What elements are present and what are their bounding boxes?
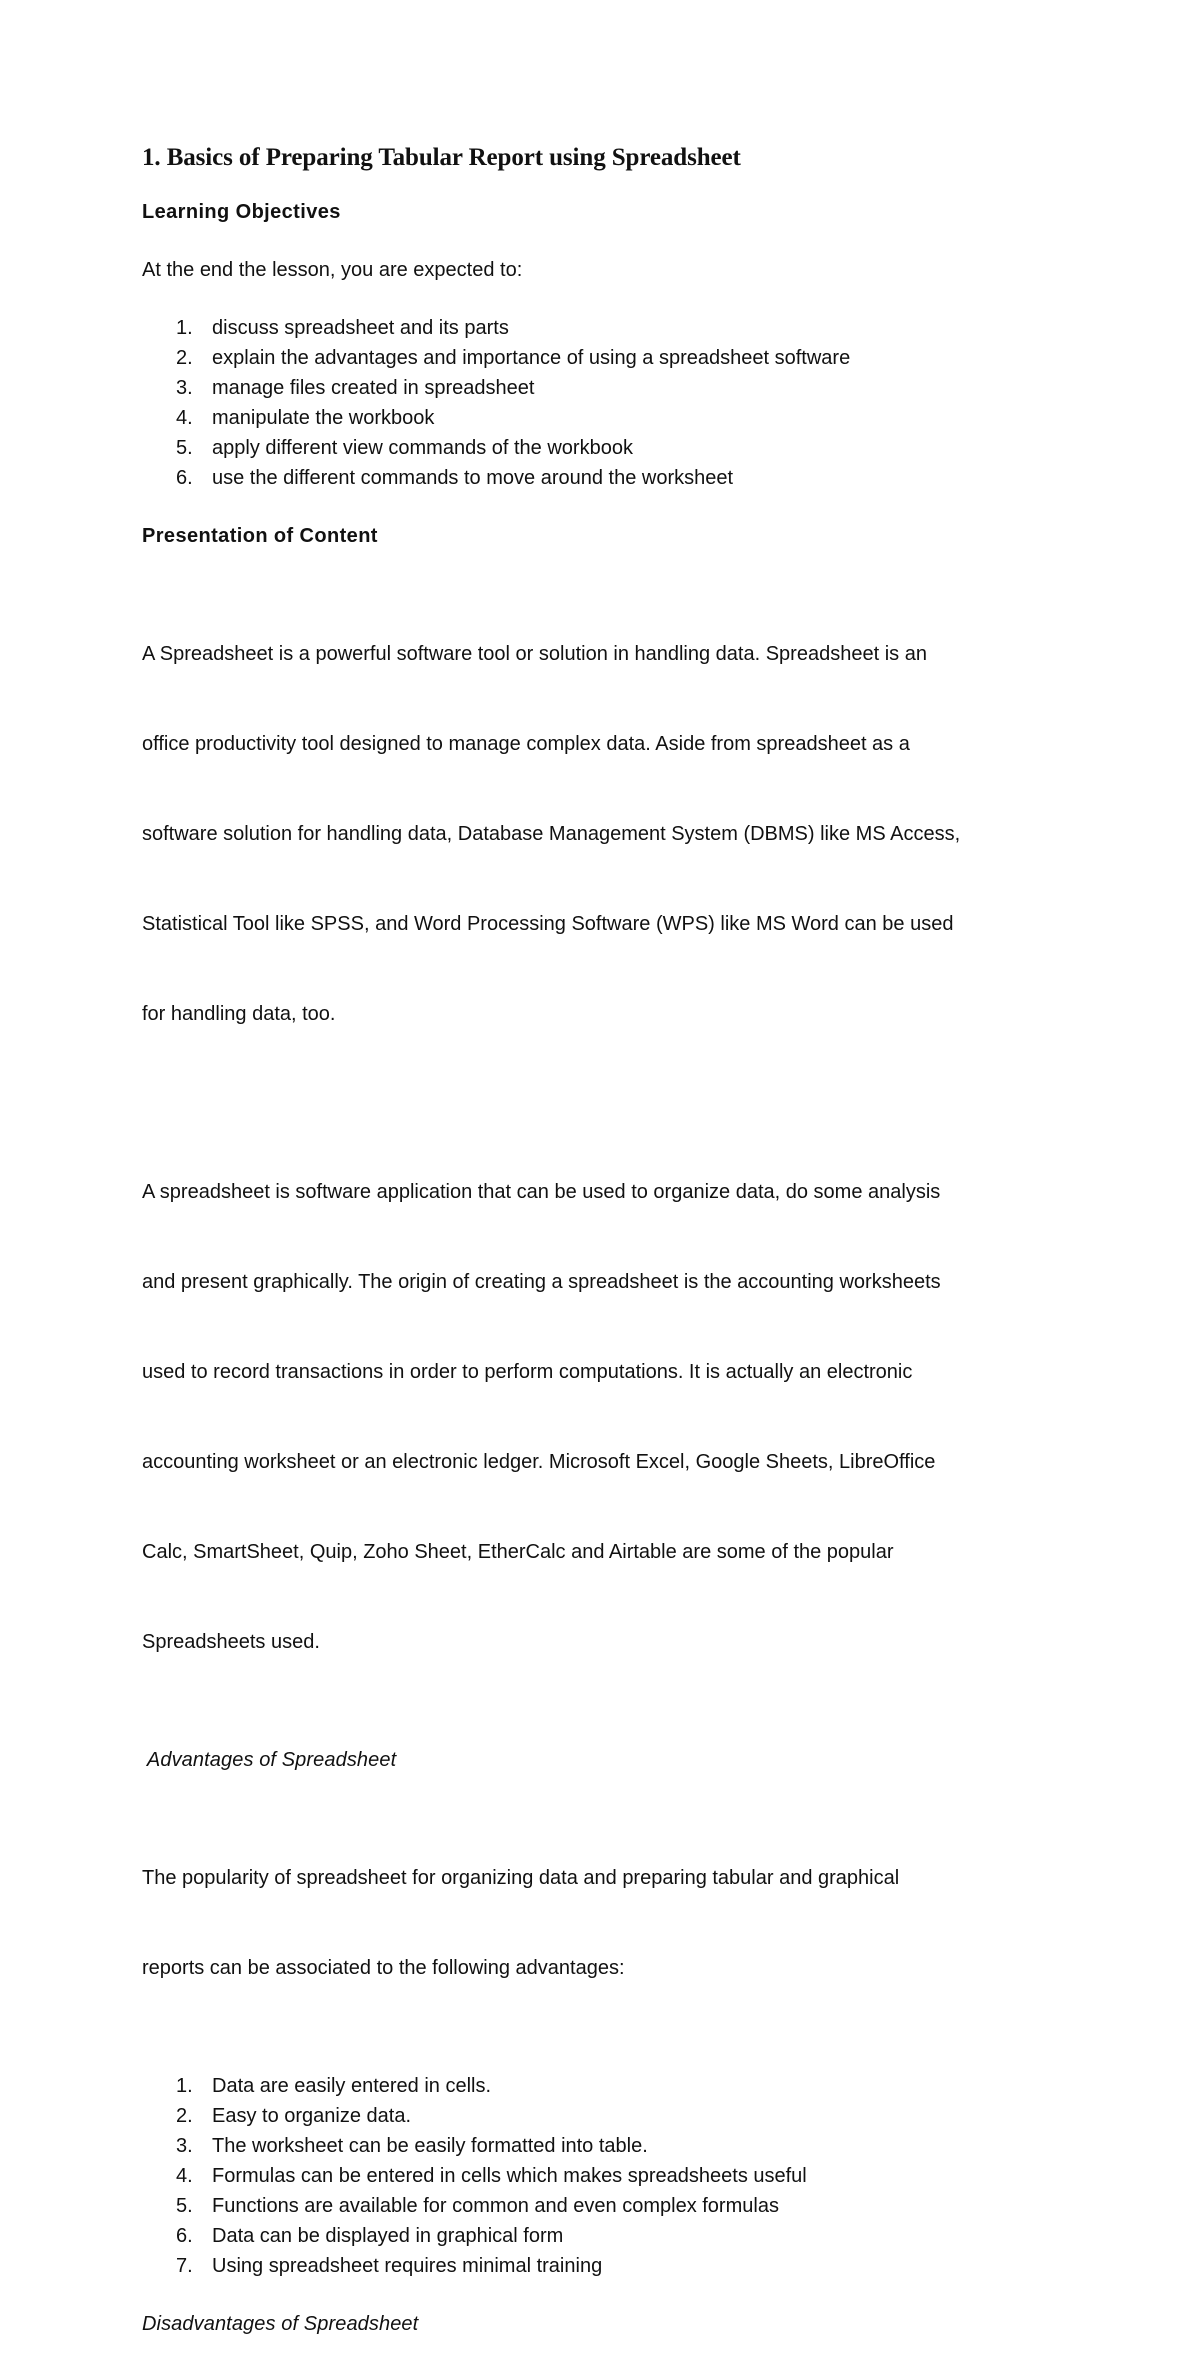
paragraph-line: Spreadsheets used. bbox=[142, 1631, 320, 1653]
list-item bbox=[142, 313, 1072, 343]
presentation-heading: Presentation of Content bbox=[142, 525, 378, 547]
list-item bbox=[142, 463, 1072, 493]
paragraph-line: Statistical Tool like SPSS, and Word Processing Software (WPS) like MS Word can be used bbox=[142, 913, 954, 935]
list-item bbox=[142, 403, 1072, 433]
list-item-number: 3. bbox=[176, 2135, 193, 2157]
paragraph-spreadsheet-definition bbox=[142, 579, 1072, 1089]
document-content bbox=[142, 139, 1072, 2367]
list-item-number: 4. bbox=[176, 407, 193, 429]
paragraph-line: The popularity of spreadsheet for organizing data and preparing tabular and graphical bbox=[142, 1867, 900, 1889]
list-item-text: discuss spreadsheet and its parts bbox=[212, 317, 509, 339]
list-item bbox=[142, 373, 1072, 403]
document-title: 1. Basics of Preparing Tabular Report using Spreadsheet bbox=[142, 144, 741, 171]
list-item-number: 6. bbox=[176, 2225, 193, 2247]
list-item bbox=[142, 2131, 1072, 2161]
list-item-text: explain the advantages and importance of using a spreadsheet software bbox=[212, 347, 851, 369]
learning-objectives-heading: Learning Objectives bbox=[142, 201, 341, 223]
list-item bbox=[142, 2221, 1072, 2251]
list-item-number: 4. bbox=[176, 2165, 193, 2187]
list-item-text: use the different commands to move around the worksheet bbox=[212, 467, 734, 489]
list-item bbox=[142, 2071, 1072, 2101]
paragraph-line: accounting worksheet or an electronic ledger. Microsoft Excel, Google Sheets, LibreOffice bbox=[142, 1451, 936, 1473]
paragraph-line: office productivity tool designed to manage complex data. Aside from spreadsheet as a bbox=[142, 733, 910, 755]
disadvantages-heading: Disadvantages of Spreadsheet bbox=[142, 2313, 419, 2335]
advantages-heading: Advantages of Spreadsheet bbox=[142, 1749, 397, 1771]
paragraph-line: A Spreadsheet is a powerful software tool or solution in handling data. Spreadsheet is an bbox=[142, 643, 927, 665]
objectives-list bbox=[142, 313, 1072, 493]
list-item-number: 1. bbox=[176, 2075, 193, 2097]
paragraph-line: reports can be associated to the following advantages: bbox=[142, 1957, 625, 1979]
list-item-text: manage files created in spreadsheet bbox=[212, 377, 535, 399]
list-item-text: Easy to organize data. bbox=[212, 2105, 412, 2127]
paragraph-line: for handling data, too. bbox=[142, 1003, 336, 1025]
advantages-list bbox=[142, 2071, 1072, 2281]
list-item-text: Formulas can be entered in cells which makes spreadsheets useful bbox=[212, 2165, 807, 2187]
list-item bbox=[142, 343, 1072, 373]
list-item-text: Functions are available for common and even complex formulas bbox=[212, 2195, 779, 2217]
list-item-number: 3. bbox=[176, 377, 193, 399]
list-item bbox=[142, 2251, 1072, 2281]
list-item-number: 5. bbox=[176, 2195, 193, 2217]
list-item-text: Using spreadsheet requires minimal training bbox=[212, 2255, 603, 2277]
paragraph-line: A spreadsheet is software application that can be used to organize data, do some analysis bbox=[142, 1181, 941, 1203]
paragraph-line: Calc, SmartSheet, Quip, Zoho Sheet, EtherCalc and Airtable are some of the popular bbox=[142, 1541, 894, 1563]
list-item bbox=[142, 2191, 1072, 2221]
list-item-text: apply different view commands of the workbook bbox=[212, 437, 633, 459]
list-item bbox=[142, 2101, 1072, 2131]
paragraph-line: used to record transactions in order to perform computations. It is actually an electronic bbox=[142, 1361, 913, 1383]
list-item-number: 2. bbox=[176, 347, 193, 369]
list-item bbox=[142, 2161, 1072, 2191]
list-item-number: 6. bbox=[176, 467, 193, 489]
paragraph-line: and present graphically. The origin of creating a spreadsheet is the accounting worksheets bbox=[142, 1271, 941, 1293]
list-item-text: manipulate the workbook bbox=[212, 407, 435, 429]
list-item-number: 5. bbox=[176, 437, 193, 459]
list-item-text: Data are easily entered in cells. bbox=[212, 2075, 492, 2097]
list-item-text: The worksheet can be easily formatted into table. bbox=[212, 2135, 648, 2157]
advantages-intro bbox=[142, 1803, 1072, 2043]
list-item-number: 7. bbox=[176, 2255, 193, 2277]
paragraph-line: software solution for handling data, Database Management System (DBMS) like MS Access, bbox=[142, 823, 961, 845]
list-item-text: Data can be displayed in graphical form bbox=[212, 2225, 564, 2247]
list-item-number: 2. bbox=[176, 2105, 193, 2127]
list-item-number: 1. bbox=[176, 317, 193, 339]
list-item bbox=[142, 433, 1072, 463]
objectives-intro: At the end the lesson, you are expected to: bbox=[142, 259, 523, 281]
paragraph-spreadsheet-origin bbox=[142, 1117, 1072, 1717]
